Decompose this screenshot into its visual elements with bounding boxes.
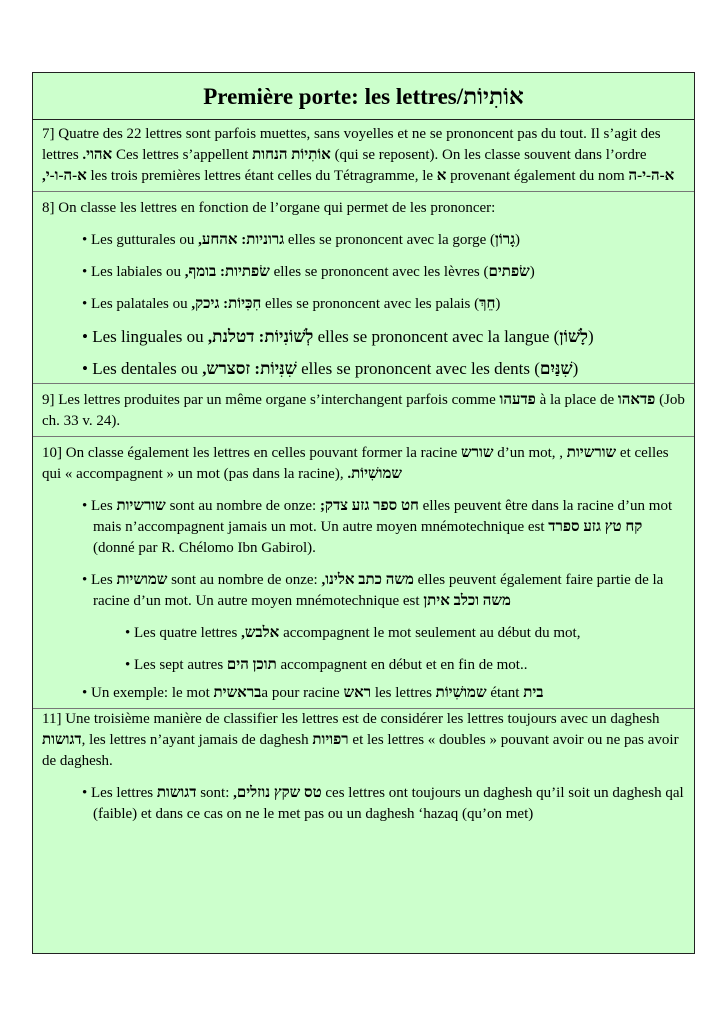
paragraph-8-intro: 8] On classe les lettres en fonction de l’organe qui permet de les prononcer: bbox=[42, 200, 496, 216]
content-body bbox=[33, 120, 694, 825]
organ-item: • Les dentales ou שִׁנִּיוֹת: זסצרש, elles se prononcent avec les dents (שִׁנַּיִם) bbox=[82, 359, 579, 378]
organ-item: • Les labiales ou שׂפתיות: בומף, elles se prononcent avec les lèvres (שׂפתים) bbox=[82, 264, 535, 280]
organ-item: • Les palatales ou חִכִּיוֹת: גיכק, elles se prononcent avec les palais (חֵךְ) bbox=[82, 296, 501, 312]
paragraph-7: 7] Quatre des 22 lettres sont parfois muettes, sans voyelles et ne se prononcent pas du tout. Il s’agit des lettres אהוי. Ces lettres s’appellent אוֹתִיוֹת הנחות (qui se reposent). On les classe souvent dans l’ordre א-ה-ו-י, les trois premières lettres étant celles du Tétragramme, le א provenant également du nom א-ה-י-ה bbox=[42, 126, 675, 184]
sub-item: • Les sept autres תוכן הים accompagnent en début et en fin de mot.. bbox=[125, 657, 528, 673]
divider bbox=[33, 383, 694, 384]
sub-item: • Les quatre lettres אלבש, accompagnent le mot seulement au début du mot, bbox=[125, 625, 581, 641]
example-item: • Un exemple: le mot בראשיתa pour racine ראש les lettres שמושִׁיוֹת étant בית bbox=[82, 685, 544, 701]
title-hebrew: אוֹתִיוֹת bbox=[463, 84, 524, 109]
organ-item: • Les linguales ou לְשׁוֹנִיוֹת: דטלנת, elles se prononcent avec la langue (לָשׁוֹן) bbox=[82, 327, 594, 346]
paragraph-10: 10] On classe également les lettres en celles pouvant former la racine שורש d’un mot, , שורשיות et celles qui « accompagnent » un mot (pas dans la racine), שמושִׁיוֹת. bbox=[42, 445, 669, 482]
title-french: Première porte: les lettres/ bbox=[203, 84, 464, 109]
divider bbox=[33, 191, 694, 192]
root-letters-item: • Les שורשיות sont au nombre de onze: חט ספר גזע צדק; elles peuvent être dans la racine d’un mot mais n’accompagnent jamais un mot. Un autre moyen mnémotechnique est קח טץ גזע ספרד (donné par R. Chélomo Ibn Gabirol). bbox=[82, 498, 673, 556]
paragraph-11: 11] Une troisième manière de classifier les lettres est de considérer les lettres toujours avec un daghesh דגושות, les lettres n’ayant jamais de daghesh רפויות et les lettres « doubles » pouvant avoir ou ne pas avoir de daghesh. bbox=[42, 711, 679, 769]
page-title bbox=[33, 73, 694, 120]
paragraph-9: 9] Les lettres produites par un même organe s’interchangent parfois comme פדעהו à la place de פדאהו (Job ch. 33 v. 24). bbox=[42, 392, 685, 429]
servile-letters-item: • Les שמושיות sont au nombre de onze: משה כתב אלינו, elles peuvent également faire partie de la racine d’un mot. Un autre moyen mnémotechnique est משה וכלב איתן bbox=[82, 572, 664, 609]
daghesh-item: • Les lettres דגושות sont: טס שקץ נוזלים, ces lettres ont toujours un daghesh qu’il soit un daghesh qal (faible) et dans ce cas on ne le met pas ou un daghesh ‘hazaq (qu’on met) bbox=[82, 785, 684, 822]
organ-item: • Les gutturales ou גרוניות: אהחע, elles se prononcent avec la gorge (גָרוֹן) bbox=[82, 232, 521, 248]
divider bbox=[33, 436, 694, 437]
content-box bbox=[32, 72, 695, 954]
